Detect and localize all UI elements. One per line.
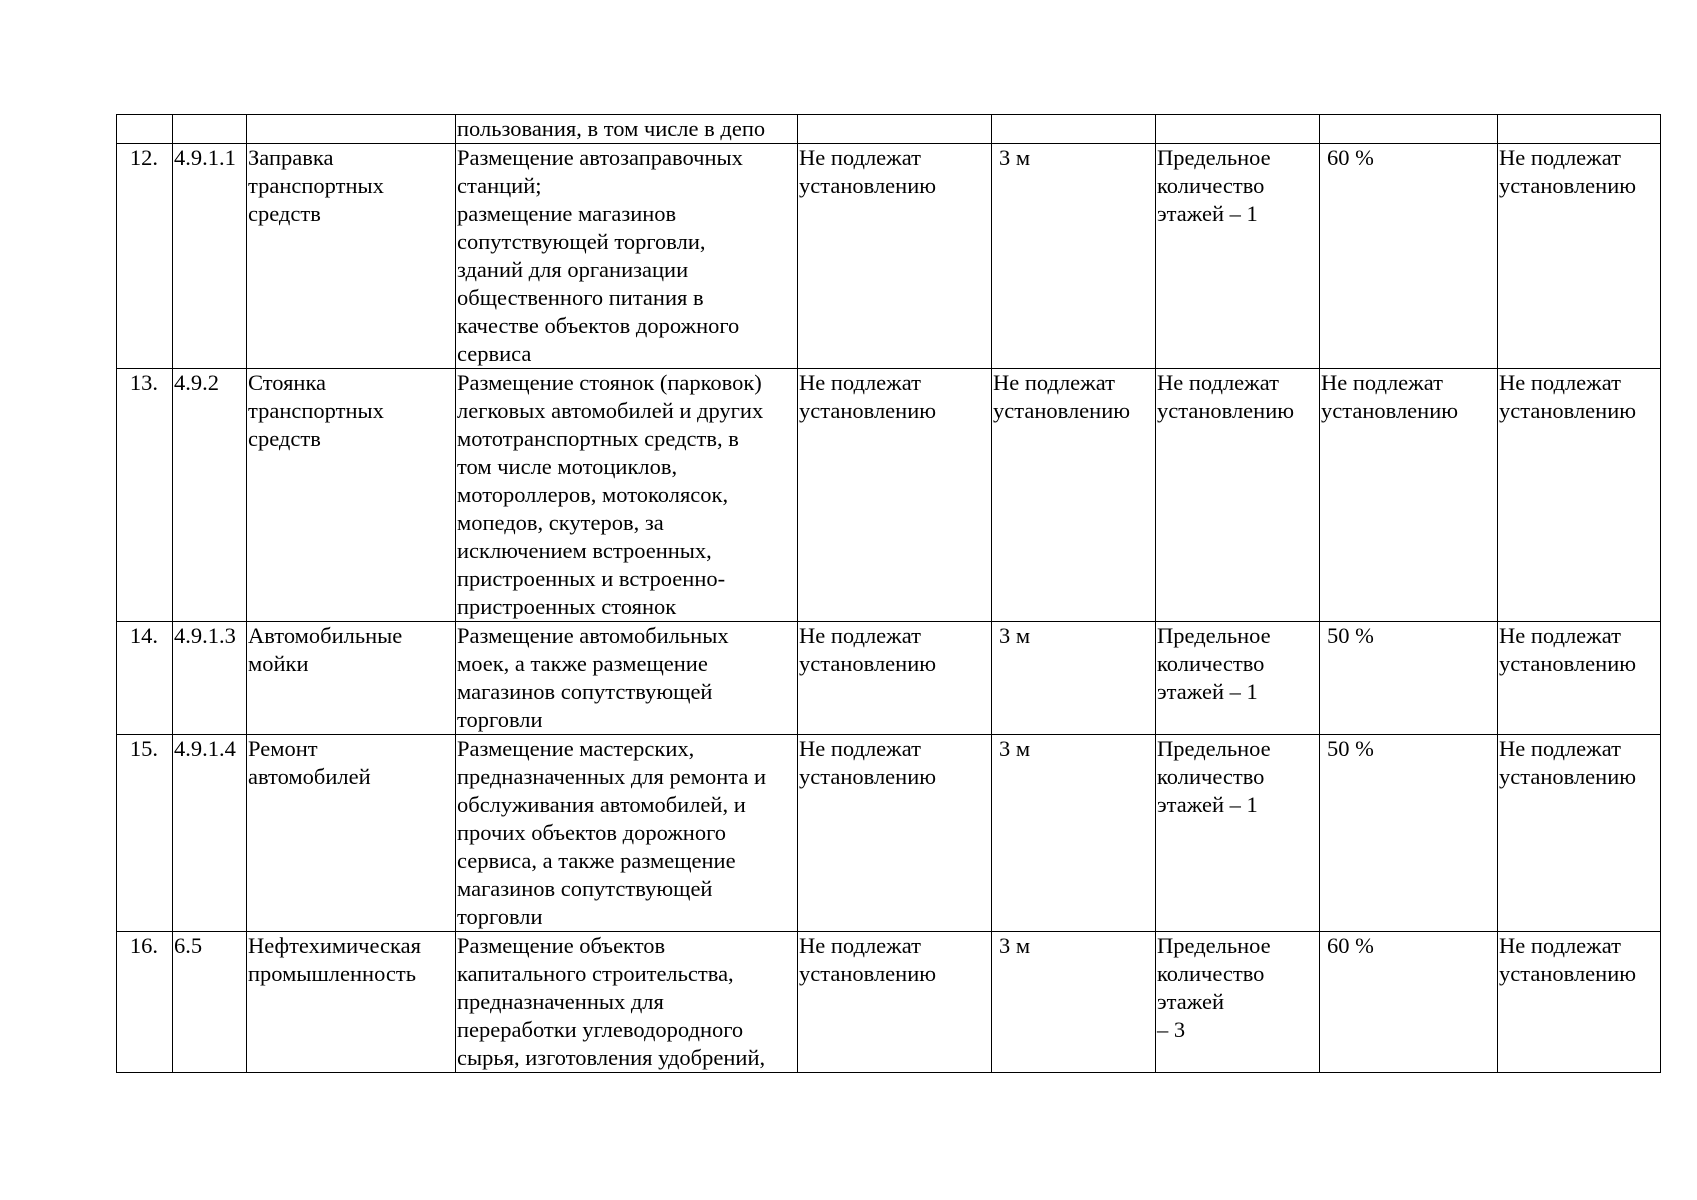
use-name-cell: Заправка транспортных средств: [247, 144, 456, 369]
description-cell: Размещение автозаправочных станций; размещение магазинов сопутствующей торговли, зданий для организации общественного питания в качестве объектов дорожного сервиса: [456, 144, 798, 369]
code-cell: 6.5: [173, 932, 247, 1073]
description-cell: Размещение объектов капитального строительства, предназначенных для переработки углеводородного сырья, изготовления удобрений,: [456, 932, 798, 1073]
value-cell: Не подлежат установлению: [798, 735, 992, 932]
use-name-cell: Автомобильные мойки: [247, 622, 456, 735]
description-cell: Размещение стоянок (парковок) легковых автомобилей и других мототранспортных средств, в том числе мотоциклов, мотороллеров, мотоколясок, мопедов, скутеров, за исключением встроенных, пристроенных и встроенно- пристроенных стоянок: [456, 369, 798, 622]
table-row: [117, 932, 1661, 1073]
use-name-cell: Нефтехимическая промышленность: [247, 932, 456, 1073]
value-cell: [798, 115, 992, 144]
value-cell: Предельное количество этажей – 1: [1156, 735, 1320, 932]
value-cell: Не подлежат установлению: [1498, 622, 1661, 735]
row-number-cell: 14.: [117, 622, 173, 735]
row-number-cell: 12.: [117, 144, 173, 369]
description-cell: Размещение мастерских, предназначенных для ремонта и обслуживания автомобилей, и прочих объектов дорожного сервиса, а также размещение магазинов сопутствующей торговли: [456, 735, 798, 932]
value-cell: [1498, 115, 1661, 144]
value-cell: [1320, 115, 1498, 144]
value-cell: Не подлежат установлению: [1498, 735, 1661, 932]
table-row: [117, 369, 1661, 622]
land-use-regulations-table: [116, 114, 1661, 1073]
value-cell: Не подлежат установлению: [1320, 369, 1498, 622]
value-cell: 50 %: [1320, 622, 1498, 735]
value-cell: Не подлежат установлению: [1498, 144, 1661, 369]
description-cell: пользования, в том числе в депо: [456, 115, 798, 144]
description-cell: Размещение автомобильных моек, а также размещение магазинов сопутствующей торговли: [456, 622, 798, 735]
value-cell: Не подлежат установлению: [1498, 932, 1661, 1073]
code-cell: 4.9.2: [173, 369, 247, 622]
value-cell: 60 %: [1320, 144, 1498, 369]
code-cell: [173, 115, 247, 144]
code-cell: 4.9.1.1: [173, 144, 247, 369]
code-cell: 4.9.1.3: [173, 622, 247, 735]
value-cell: Не подлежат установлению: [798, 144, 992, 369]
value-cell: Предельное количество этажей – 1: [1156, 144, 1320, 369]
value-cell: 3 м: [992, 622, 1156, 735]
table-row: [117, 735, 1661, 932]
value-cell: Не подлежат установлению: [992, 369, 1156, 622]
value-cell: Предельное количество этажей – 1: [1156, 622, 1320, 735]
value-cell: Предельное количество этажей – 3: [1156, 932, 1320, 1073]
value-cell: Не подлежат установлению: [798, 932, 992, 1073]
use-name-cell: Стоянка транспортных средств: [247, 369, 456, 622]
value-cell: [1156, 115, 1320, 144]
table-row: [117, 115, 1661, 144]
use-name-cell: [247, 115, 456, 144]
value-cell: Не подлежат установлению: [798, 622, 992, 735]
value-cell: 3 м: [992, 144, 1156, 369]
value-cell: 60 %: [1320, 932, 1498, 1073]
value-cell: 3 м: [992, 735, 1156, 932]
row-number-cell: 15.: [117, 735, 173, 932]
value-cell: 3 м: [992, 932, 1156, 1073]
use-name-cell: Ремонт автомобилей: [247, 735, 456, 932]
row-number-cell: 16.: [117, 932, 173, 1073]
table-row: [117, 622, 1661, 735]
value-cell: 50 %: [1320, 735, 1498, 932]
row-number-cell: 13.: [117, 369, 173, 622]
row-number-cell: [117, 115, 173, 144]
value-cell: [992, 115, 1156, 144]
value-cell: Не подлежат установлению: [1498, 369, 1661, 622]
value-cell: Не подлежат установлению: [798, 369, 992, 622]
value-cell: Не подлежат установлению: [1156, 369, 1320, 622]
table-row: [117, 144, 1661, 369]
code-cell: 4.9.1.4: [173, 735, 247, 932]
